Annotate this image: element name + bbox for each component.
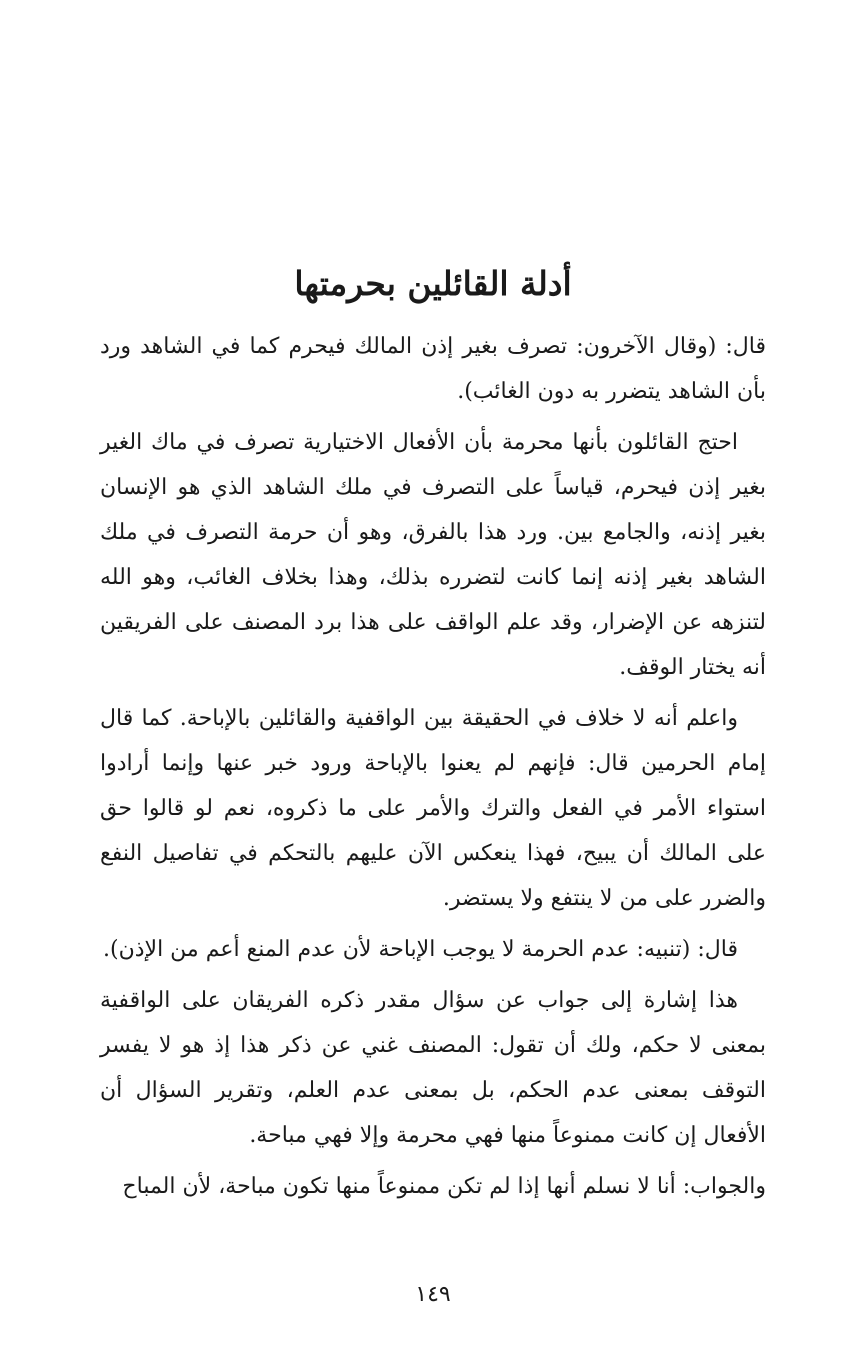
body-text bbox=[100, 324, 766, 1215]
paragraph-commentary-1: احتج القائلون بأنها محرمة بأن الأفعال الاختيارية تصرف في ماك الغير بغير إذن فيحرم، قياساً على التصرف في ملك الشاهد الذي هو الإنسان بغير إذنه، والجامع بين. ورد هذا بالفرق، وهو أن حرمة التصرف في ملك الشاهد بغير إذنه إنما كانت لتضرره بذلك، وهذا بخلاف الغائب، وهو الله لتنزهه عن الإضرار، وقد علم الواقف على هذا برد المصنف على الفريقين أنه يختار الوقف. bbox=[100, 430, 766, 680]
paragraph-quote-2: قال: (تنبيه: عدم الحرمة لا يوجب الإباحة لأن عدم المنع أعم من الإذن). bbox=[103, 937, 738, 962]
page-number: ١٤٩ bbox=[415, 1282, 451, 1307]
paragraph-quote-1: قال: (وقال الآخرون: تصرف بغير إذن المالك فيحرم كما في الشاهد ورد بأن الشاهد يتضرر به دون الغائب). bbox=[100, 334, 766, 404]
section-title: أدلة القائلين بحرمتها bbox=[294, 264, 572, 303]
paragraph-commentary-3: هذا إشارة إلى جواب عن سؤال مقدر ذكره الفريقان على الواقفية بمعنى لا حكم، ولك أن تقول: المصنف غني عن ذكر هذا إذ هو لا يفسر التوقف بمعنى عدم الحكم، بل بمعنى عدم العلم، وتقرير السؤال أن الأفعال إن كانت ممنوعاً منها فهي محرمة وإلا فهي مباحة. bbox=[100, 988, 766, 1148]
paragraph-commentary-4: والجواب: أنا لا نسلم أنها إذا لم تكن ممنوعاً منها تكون مباحة، لأن المباح bbox=[122, 1174, 766, 1199]
book-page bbox=[100, 0, 766, 1367]
paragraph-commentary-2: واعلم أنه لا خلاف في الحقيقة بين الواقفية والقائلين بالإباحة. كما قال إمام الحرمين قال: فإنهم لم يعنوا بالإباحة ورود خبر عنها وإنما أرادوا استواء الأمر في الفعل والترك والأمر على ما ذكروه، نعم لو قالوا حق على المالك أن يبيح، فهذا ينعكس الآن عليهم بالتحكم في تفاصيل النفع والضرر على من لا ينتفع ولا يستضر. bbox=[100, 706, 766, 911]
